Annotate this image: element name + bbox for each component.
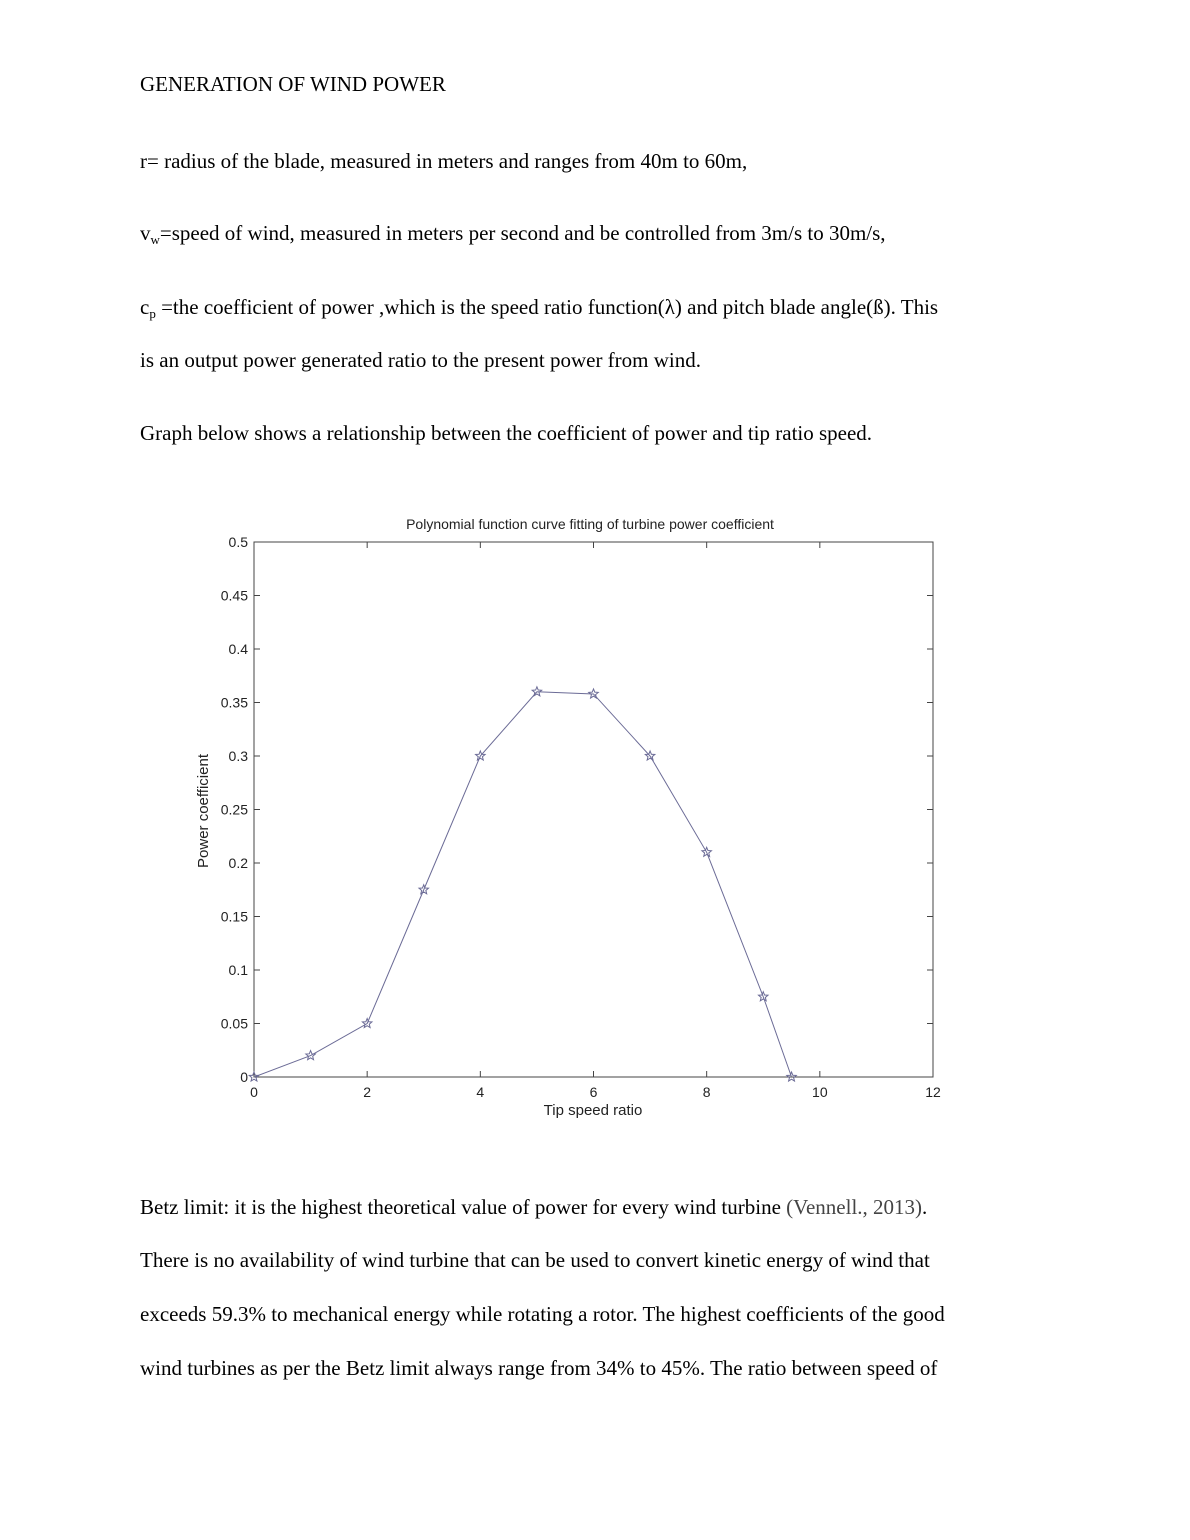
series-line [254,692,792,1077]
citation: (Vennell., 2013) [786,1195,923,1219]
vw-symbol: v [140,221,151,245]
y-tick-label: 0.25 [220,801,248,818]
power-coefficient-definition [140,295,938,322]
y-tick-label: 0.45 [220,587,248,604]
wind-speed-definition [140,221,886,248]
chart-title: Polynomial function curve fitting of turbine power coefficient [406,516,774,532]
x-tick-labels [250,1084,941,1100]
y-tick-label: 0.1 [228,962,248,978]
radius-definition: r= radius of the blade, measured in meters and ranges from 40m to 60m, [140,149,748,173]
x-axis-title: Tip speed ratio [543,1102,643,1119]
axis-ticks [254,542,933,1077]
x-tick-label: 4 [476,1084,485,1100]
plot-frame [254,542,933,1077]
graph-intro: Graph below shows a relationship between the coefficient of power and tip ratio speed. [140,421,873,445]
y-tick-label: 0.15 [220,908,248,925]
x-tick-label: 8 [702,1084,711,1100]
x-tick-label: 0 [250,1084,258,1100]
cp-description: =the coefficient of power ,which is the speed ratio function(λ) and pitch blade angle(ß). This [155,295,939,319]
power-coefficient-definition-continued: is an output power generated ratio to the present power from wind. [140,348,702,372]
running-head: GENERATION OF WIND POWER [140,72,446,96]
y-tick-label: 0.5 [228,534,248,550]
y-tick-label: 0.35 [220,694,248,711]
cp-symbol: c [140,295,150,319]
betz-paragraph-line-4: wind turbines as per the Betz limit always range from 34% to 45%. The ratio between speed of [140,1356,938,1380]
vw-subscript: w [150,232,160,247]
data-markers [249,687,796,1081]
y-tick-labels [221,534,248,1085]
vw-description: =speed of wind, measured in meters per second and be controlled from 3m/s to 30m/s, [159,221,886,245]
x-tick-label: 2 [363,1084,372,1100]
betz-period: . [922,1195,928,1219]
betz-paragraph-line-3: exceeds 59.3% to mechanical energy while rotating a rotor. The highest coefficients of the good [140,1302,945,1326]
betz-paragraph-line-2: There is no availability of wind turbine that can be used to convert kinetic energy of wind that [140,1248,930,1272]
x-tick-label: 6 [589,1084,598,1100]
y-tick-label: 0.4 [228,641,248,657]
y-tick-label: 0.05 [220,1015,248,1032]
y-tick-label: 0.3 [228,748,248,764]
power-coefficient-chart [180,505,970,1135]
betz-text: Betz limit: it is the highest theoretical value of power for every wind turbine [140,1195,787,1219]
x-tick-label: 10 [812,1084,828,1100]
betz-paragraph-line-1 [140,1195,927,1219]
y-axis-title: Power coefficient [195,754,212,868]
y-tick-label: 0.2 [228,855,248,871]
cp-subscript: p [149,306,156,321]
x-tick-label: 12 [925,1084,941,1100]
y-tick-label: 0 [240,1069,248,1085]
